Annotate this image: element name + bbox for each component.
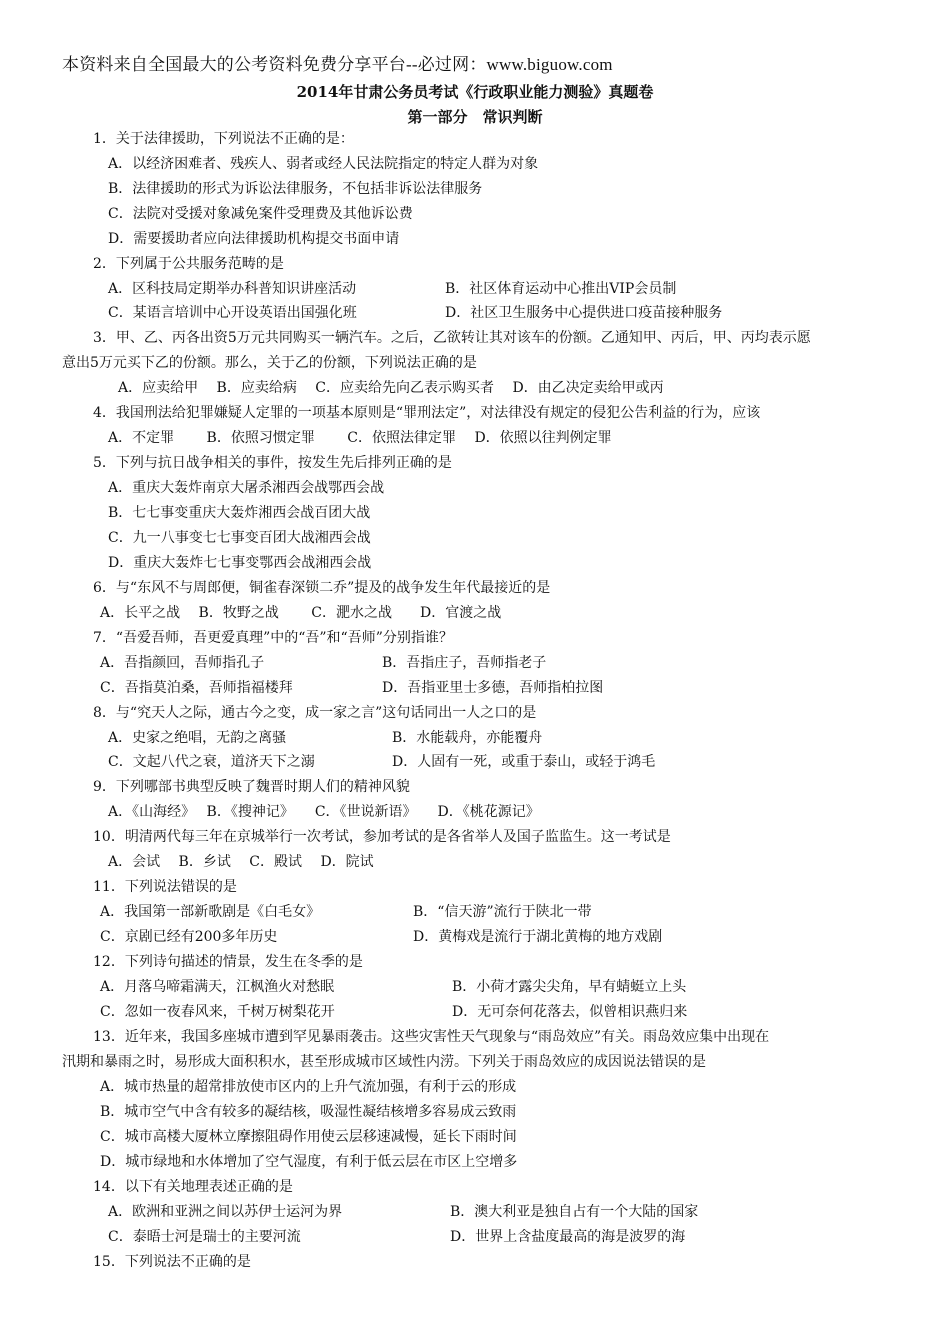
line-text: C．忽如一夜春风来，千树万树梨花开	[100, 1004, 335, 1020]
text-line-column2: D．吾指亚里士多德，吾师指柏拉图	[382, 680, 604, 696]
text-line	[93, 827, 671, 847]
line-text: A．吾指颜回，吾师指孔子	[100, 655, 265, 671]
line-text: A．长平之战 B．牧野之战 C．淝水之战 D．官渡之战	[100, 605, 502, 621]
line-text: C．九一八事变七七事变百团大战湘西会战	[108, 530, 371, 546]
text-line	[108, 802, 540, 822]
line-text: A．月落乌啼霜满天，江枫渔火对愁眠	[100, 979, 335, 995]
text-line	[108, 204, 413, 224]
text-line	[108, 179, 482, 199]
line-text: A．区科技局定期举办科普知识讲座活动	[108, 281, 357, 297]
line-text: 意出5万元买下乙的份额。那么，关于乙的份额，下列说法正确的是	[62, 355, 477, 371]
text-line	[62, 353, 477, 373]
line-text: C．京剧已经有200多年历史	[100, 929, 278, 945]
line-text: 13．近年来，我国多座城市遭到罕见暴雨袭击。这些灾害性天气现象与“雨岛效应”有关。雨岛效应集中出现在	[93, 1029, 770, 1045]
text-line	[100, 653, 264, 673]
line-text: A．会试 B．乡试 C．殿试 D．院试	[108, 854, 374, 870]
line-text: A．应卖给甲 B．应卖给病 C．应卖给先向乙表示购买者 D．由乙决定卖给甲或丙	[118, 380, 664, 396]
text-line	[100, 1077, 516, 1097]
text-line	[108, 728, 286, 748]
line-text: 11．下列说法错误的是	[93, 879, 237, 895]
source-header: 本资料来自全国最大的公考资料免费分享平台--必过网：www.biguow.com	[62, 55, 613, 74]
text-line-column2: D．人固有一死，或重于泰山，或轻于鸿毛	[392, 754, 656, 770]
text-line-column2: D．无可奈何花落去，似曾相识燕归来	[452, 1004, 688, 1020]
line-text: 8．与“究天人之际，通古今之变，成一家之言”这句话同出一人之口的是	[93, 705, 537, 721]
line-text: 3．甲、乙、丙各出资5万元共同购买一辆汽车。之后，乙欲转让其对该车的份额。乙通知甲、丙后，甲、丙均表示愿	[93, 330, 811, 346]
text-line	[108, 303, 357, 323]
line-text: 1．关于法律援助，下列说法不正确的是：	[93, 131, 354, 147]
text-line-column2: D．黄梅戏是流行于湖北黄梅的地方戏剧	[413, 929, 663, 945]
text-line	[93, 1177, 293, 1197]
line-text: 汛期和暴雨之时，易形成大面积积水，甚至形成城市区域性内涝。下列关于雨岛效应的成因说法错误的是	[62, 1054, 706, 1070]
line-text: B．城市空气中含有较多的凝结核，吸湿性凝结核增多容易成云致雨	[100, 1104, 517, 1120]
text-line	[62, 1052, 706, 1072]
text-line	[108, 752, 315, 772]
line-text: C．城市高楼大厦林立摩擦阻碍作用使云层移速减慢，延长下雨时间	[100, 1129, 517, 1145]
line-text: A．我国第一部新歌剧是《白毛女》	[100, 904, 321, 920]
text-line	[108, 428, 612, 448]
line-text: A．重庆大轰炸南京大屠杀湘西会战鄂西会战	[108, 480, 385, 496]
text-line	[93, 1027, 769, 1047]
text-line-column2: B．澳大利亚是独自占有一个大陆的国家	[450, 1204, 699, 1220]
text-line	[118, 378, 664, 398]
text-line-column2: B．小荷才露尖尖角，早有蜻蜓立上头	[452, 979, 687, 995]
line-text: A．欧洲和亚洲之间以苏伊士运河为界	[108, 1204, 343, 1220]
text-line	[93, 328, 811, 348]
line-text: 14．以下有关地理表述正确的是	[93, 1179, 293, 1195]
text-line	[93, 877, 237, 897]
line-text: C．吾指莫泊桑，吾师指福楼拜	[100, 680, 293, 696]
line-text: A．以经济困难者、残疾人、弱者或经人民法院指定的特定人群为对象	[108, 156, 539, 172]
line-text: 5．下列与抗日战争相关的事件，按发生先后排列正确的是	[93, 455, 452, 471]
line-text: C．泰晤士河是瑞士的主要河流	[108, 1229, 301, 1245]
text-line	[108, 154, 538, 174]
line-text: D．需要援助者应向法律援助机构提交书面申请	[108, 231, 400, 247]
text-line	[93, 628, 453, 648]
text-line	[93, 1252, 251, 1272]
text-line	[108, 279, 356, 299]
text-line	[93, 777, 410, 797]
text-line-column2: D．世界上含盐度最高的海是波罗的海	[450, 1229, 686, 1245]
text-line-column2: B．水能载舟，亦能覆舟	[392, 730, 543, 746]
line-text: A．《山海经》 B．《搜神记》 C．《世说新语》 D．《桃花源记》	[108, 804, 540, 820]
text-line	[108, 229, 399, 249]
text-line	[100, 603, 501, 623]
line-text: 6．与“东风不与周郎便，铜雀春深锁二乔”提及的战争发生年代最接近的是	[93, 580, 551, 596]
line-text: C．文起八代之衰，道济天下之溺	[108, 754, 315, 770]
text-line	[108, 1202, 342, 1222]
line-text: A．城市热量的超常排放使市区内的上升气流加强，有利于云的形成	[100, 1079, 517, 1095]
text-line	[100, 927, 277, 947]
text-line-column2: B．“信天游”流行于陕北一带	[413, 904, 592, 920]
line-text: C．法院对受援对象减免案件受理费及其他诉讼费	[108, 206, 413, 222]
line-text: A．不定罪 B．依照习惯定罪 C．依照法律定罪 D．依照以往判例定罪	[108, 430, 612, 446]
text-line	[100, 1152, 517, 1172]
text-line-column2: B．社区体育运动中心推出VIP会员制	[445, 281, 677, 297]
line-text: A．史家之绝唱，无韵之离骚	[108, 730, 287, 746]
text-line	[100, 1127, 517, 1147]
text-line	[93, 254, 284, 274]
line-text: 12．下列诗句描述的情景，发生在冬季的是	[93, 954, 363, 970]
text-line	[93, 129, 354, 149]
text-line	[93, 703, 536, 723]
exam-title: 2014年甘肃公务员考试《行政职业能力测验》真题卷	[296, 83, 654, 101]
line-text: B．法律援助的形式为诉讼法律服务，不包括非诉讼法律服务	[108, 181, 483, 197]
line-text: 4．我国刑法给犯罪嫌疑人定罪的一项基本原则是“罪刑法定”，对法律没有规定的侵犯公告利益的行为，应该	[93, 405, 761, 421]
line-text: D．重庆大轰炸七七事变鄂西会战湘西会战	[108, 555, 372, 571]
text-line	[100, 1002, 335, 1022]
line-text: 9．下列哪部书典型反映了魏晋时期人们的精神风貌	[93, 779, 410, 795]
line-text: D．城市绿地和水体增加了空气湿度，有利于低云层在市区上空增多	[100, 1154, 518, 1170]
text-line	[100, 902, 320, 922]
text-line	[108, 503, 370, 523]
text-line-column2: B．吾指庄子，吾师指老子	[382, 655, 547, 671]
text-line	[108, 852, 374, 872]
section-title: 第一部分 常识判断	[407, 108, 543, 126]
text-line	[108, 553, 371, 573]
line-text: C．某语言培训中心开设英语出国强化班	[108, 305, 357, 321]
line-text: 15．下列说法不正确的是	[93, 1254, 251, 1270]
text-line	[93, 578, 550, 598]
text-line	[100, 977, 334, 997]
line-text: 7．“吾爱吾师，吾更爱真理”中的“吾”和“吾师”分别指谁？	[93, 630, 453, 646]
text-line	[100, 1102, 516, 1122]
text-line	[108, 478, 384, 498]
line-text: 2．下列属于公共服务范畴的是	[93, 256, 284, 272]
text-line	[93, 453, 452, 473]
text-line	[108, 1227, 301, 1247]
text-line	[100, 678, 293, 698]
line-text: 10．明清两代每三年在京城举行一次考试，参加考试的是各省举人及国子监监生。这一考试是	[93, 829, 671, 845]
text-line	[93, 952, 363, 972]
text-line	[108, 528, 371, 548]
text-line	[93, 403, 760, 423]
text-line-column2: D．社区卫生服务中心提供进口疫苗接种服务	[445, 305, 723, 321]
line-text: B．七七事变重庆大轰炸湘西会战百团大战	[108, 505, 371, 521]
